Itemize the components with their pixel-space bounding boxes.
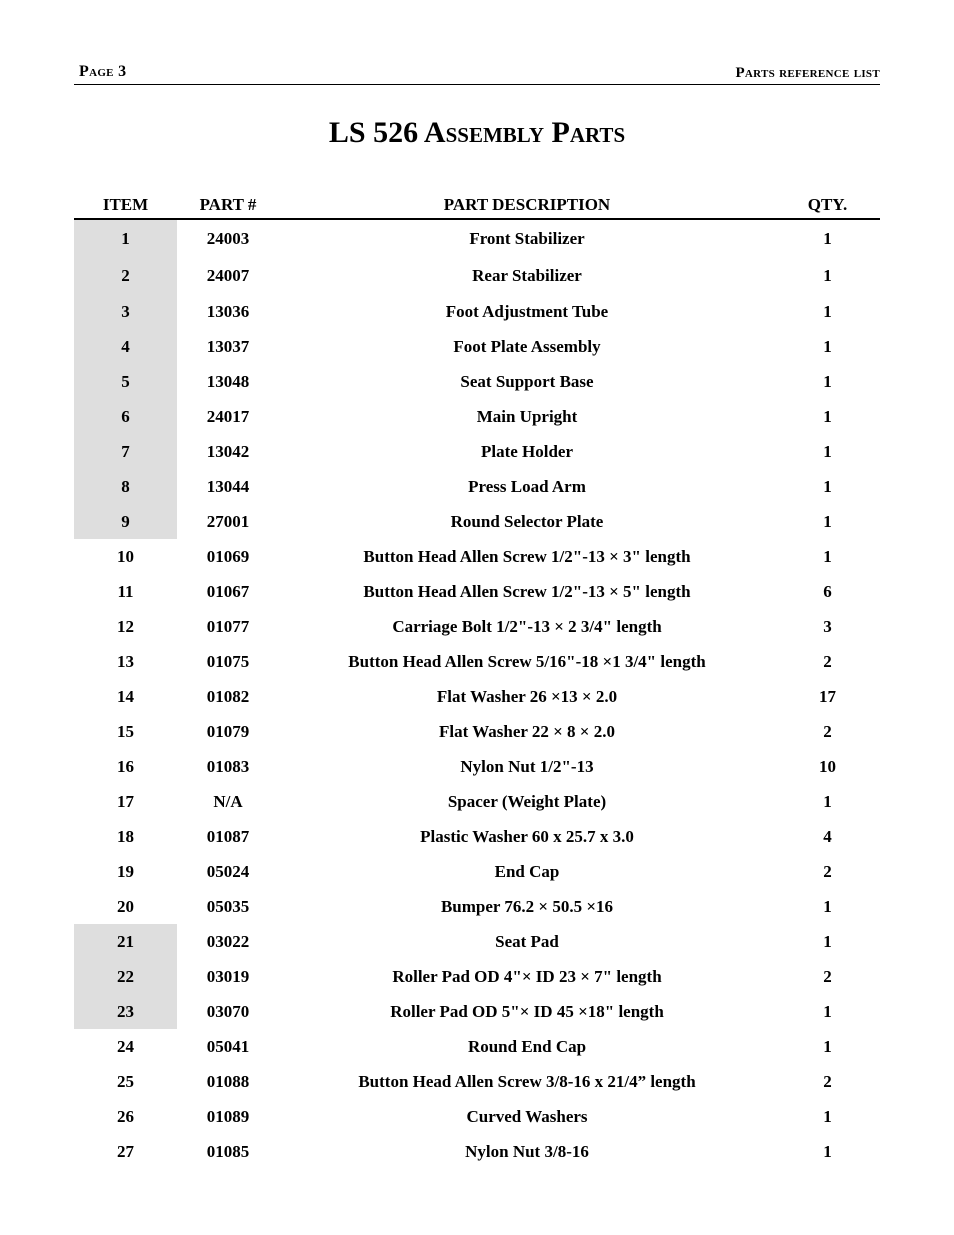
quantity-cell: 1 — [823, 441, 832, 461]
description-cell: Flat Washer 22 × 8 × 2.0 — [438, 721, 615, 741]
description-cell: Roller Pad OD 4"× ID 23 × 7" length — [392, 966, 662, 986]
description-cell: Button Head Allen Screw 1/2"-13 × 5" length — [363, 581, 691, 601]
description-cell: Curved Washers — [466, 1106, 588, 1126]
description-cell: Round Selector Plate — [450, 511, 604, 531]
item-cell: 18 — [117, 826, 134, 846]
item-cell: 7 — [74, 434, 177, 469]
quantity-cell: 17 — [819, 686, 836, 706]
part-number-cell: N/A — [213, 791, 243, 811]
quantity-cell: 1 — [823, 265, 832, 285]
item-cell: 2 — [74, 257, 177, 294]
part-number-cell: 01082 — [206, 686, 250, 706]
part-number-cell: 13048 — [206, 371, 250, 391]
part-number-cell: 03019 — [206, 966, 250, 986]
item-cell: 17 — [117, 791, 134, 811]
table-row — [74, 644, 880, 679]
table-row — [74, 749, 880, 784]
quantity-cell: 1 — [823, 931, 832, 951]
description-cell: Foot Adjustment Tube — [445, 301, 609, 321]
description-cell: Main Upright — [476, 406, 578, 426]
quantity-cell: 1 — [823, 301, 832, 321]
item-cell: 15 — [117, 721, 134, 741]
description-cell: Button Head Allen Screw 5/16"-18 ×1 3/4" length — [348, 651, 706, 671]
description-cell: Roller Pad OD 5"× ID 45 ×18" length — [390, 1001, 664, 1021]
table-row — [74, 1029, 880, 1064]
quantity-cell: 1 — [823, 228, 832, 248]
quantity-cell: 1 — [823, 546, 832, 566]
part-number-cell: 01087 — [206, 826, 250, 846]
table-row — [74, 469, 880, 504]
column-header-item: ITEM — [102, 195, 149, 214]
description-cell: Nylon Nut 3/8-16 — [465, 1141, 589, 1161]
quantity-cell: 2 — [823, 966, 832, 986]
item-cell: 5 — [74, 364, 177, 399]
part-number-cell: 05041 — [206, 1036, 250, 1056]
item-cell: 25 — [117, 1071, 134, 1091]
parts-table — [74, 185, 880, 1169]
item-cell: 10 — [117, 546, 134, 566]
table-row — [74, 854, 880, 889]
description-cell: Press Load Arm — [468, 476, 586, 496]
page-number: Page 3 — [79, 63, 127, 80]
item-cell: 16 — [117, 756, 134, 776]
part-number-cell: 01075 — [206, 651, 250, 671]
part-number-cell: 01085 — [206, 1141, 250, 1161]
part-number-cell: 03022 — [206, 931, 250, 951]
quantity-cell: 1 — [823, 511, 832, 531]
quantity-cell: 1 — [823, 406, 832, 426]
table-row — [74, 220, 880, 257]
table-row — [74, 1099, 880, 1134]
part-number-cell: 24007 — [206, 265, 250, 285]
quantity-cell: 3 — [823, 616, 832, 636]
description-cell: Button Head Allen Screw 1/2"-13 × 3" length — [363, 546, 691, 566]
page-header — [74, 60, 880, 85]
document-title: LS 526 Assembly Parts — [328, 116, 626, 149]
table-row — [74, 1134, 880, 1169]
description-cell: Plastic Washer 60 x 25.7 x 3.0 — [420, 826, 634, 846]
table-row — [74, 364, 880, 399]
item-cell: 6 — [74, 399, 177, 434]
table-row — [74, 924, 880, 959]
table-row — [74, 609, 880, 644]
part-number-cell: 01067 — [206, 581, 250, 601]
quantity-cell: 1 — [823, 476, 832, 496]
column-header-qty: QTY. — [807, 195, 848, 214]
table-row — [74, 329, 880, 364]
quantity-cell: 1 — [823, 371, 832, 391]
quantity-cell: 1 — [823, 1036, 832, 1056]
table-row — [74, 994, 880, 1029]
quantity-cell: 1 — [823, 1141, 832, 1161]
part-number-cell: 01079 — [206, 721, 250, 741]
part-number-cell: 13037 — [206, 336, 250, 356]
description-cell: Rear Stabilizer — [472, 265, 582, 285]
part-number-cell: 13036 — [206, 301, 250, 321]
part-number-cell: 05024 — [206, 861, 250, 881]
part-number-cell: 24017 — [206, 406, 250, 426]
part-number-cell: 01083 — [206, 756, 250, 776]
table-row — [74, 819, 880, 854]
quantity-cell: 1 — [823, 791, 832, 811]
table-row — [74, 399, 880, 434]
quantity-cell: 6 — [823, 581, 832, 601]
item-cell: 22 — [74, 959, 177, 994]
item-cell: 11 — [117, 581, 134, 601]
description-cell: Foot Plate Assembly — [453, 336, 601, 356]
table-row — [74, 959, 880, 994]
description-cell: Spacer (Weight Plate) — [447, 791, 607, 811]
item-cell: 13 — [117, 651, 134, 671]
table-row — [74, 574, 880, 609]
table-row — [74, 504, 880, 539]
item-cell: 24 — [117, 1036, 134, 1056]
item-cell: 20 — [117, 896, 134, 916]
item-cell: 26 — [117, 1106, 134, 1126]
item-cell: 27 — [117, 1141, 134, 1161]
table-row — [74, 784, 880, 819]
table-body — [74, 220, 880, 1169]
item-cell: 21 — [74, 924, 177, 959]
part-number-cell: 01069 — [206, 546, 250, 566]
description-cell: Seat Pad — [495, 931, 559, 951]
part-number-cell: 13044 — [206, 476, 250, 496]
description-cell: Front Stabilizer — [469, 228, 585, 248]
column-header-description: PART DESCRIPTION — [443, 195, 611, 214]
description-cell: Bumper 76.2 × 50.5 ×16 — [440, 896, 614, 916]
description-cell: End Cap — [494, 861, 560, 881]
item-cell: 12 — [117, 616, 134, 636]
item-cell: 4 — [74, 329, 177, 364]
part-number-cell: 01088 — [206, 1071, 250, 1091]
quantity-cell: 1 — [823, 896, 832, 916]
part-number-cell: 01077 — [206, 616, 250, 636]
description-cell: Nylon Nut 1/2"-13 — [460, 756, 594, 776]
table-row — [74, 679, 880, 714]
quantity-cell: 1 — [823, 336, 832, 356]
table-header — [74, 185, 880, 220]
item-cell: 19 — [117, 861, 134, 881]
table-row — [74, 539, 880, 574]
quantity-cell: 10 — [819, 756, 836, 776]
table-row — [74, 257, 880, 294]
table-row — [74, 714, 880, 749]
table-row — [74, 434, 880, 469]
quantity-cell: 2 — [823, 861, 832, 881]
part-number-cell: 03070 — [206, 1001, 250, 1021]
quantity-cell: 2 — [823, 1071, 832, 1091]
description-cell: Carriage Bolt 1/2"-13 × 2 3/4" length — [392, 616, 662, 636]
part-number-cell: 24003 — [206, 228, 250, 248]
quantity-cell: 1 — [823, 1001, 832, 1021]
section-title: Parts reference list — [735, 65, 880, 81]
column-header-part: PART # — [199, 195, 257, 214]
item-cell: 14 — [117, 686, 134, 706]
part-number-cell: 27001 — [206, 511, 250, 531]
item-cell: 23 — [74, 994, 177, 1029]
table-row — [74, 889, 880, 924]
table-row — [74, 1064, 880, 1099]
description-cell: Button Head Allen Screw 3/8-16 x 21/4” length — [358, 1071, 696, 1091]
item-cell: 9 — [74, 504, 177, 539]
description-cell: Seat Support Base — [460, 371, 594, 391]
description-cell: Round End Cap — [467, 1036, 587, 1056]
quantity-cell: 2 — [823, 651, 832, 671]
item-cell: 1 — [74, 220, 177, 257]
item-cell: 3 — [74, 294, 177, 329]
part-number-cell: 13042 — [206, 441, 250, 461]
part-number-cell: 01089 — [206, 1106, 250, 1126]
description-cell: Plate Holder — [480, 441, 574, 461]
quantity-cell: 2 — [823, 721, 832, 741]
quantity-cell: 4 — [823, 826, 832, 846]
description-cell: Flat Washer 26 ×13 × 2.0 — [436, 686, 618, 706]
item-cell: 8 — [74, 469, 177, 504]
table-row — [74, 294, 880, 329]
part-number-cell: 05035 — [206, 896, 250, 916]
quantity-cell: 1 — [823, 1106, 832, 1126]
